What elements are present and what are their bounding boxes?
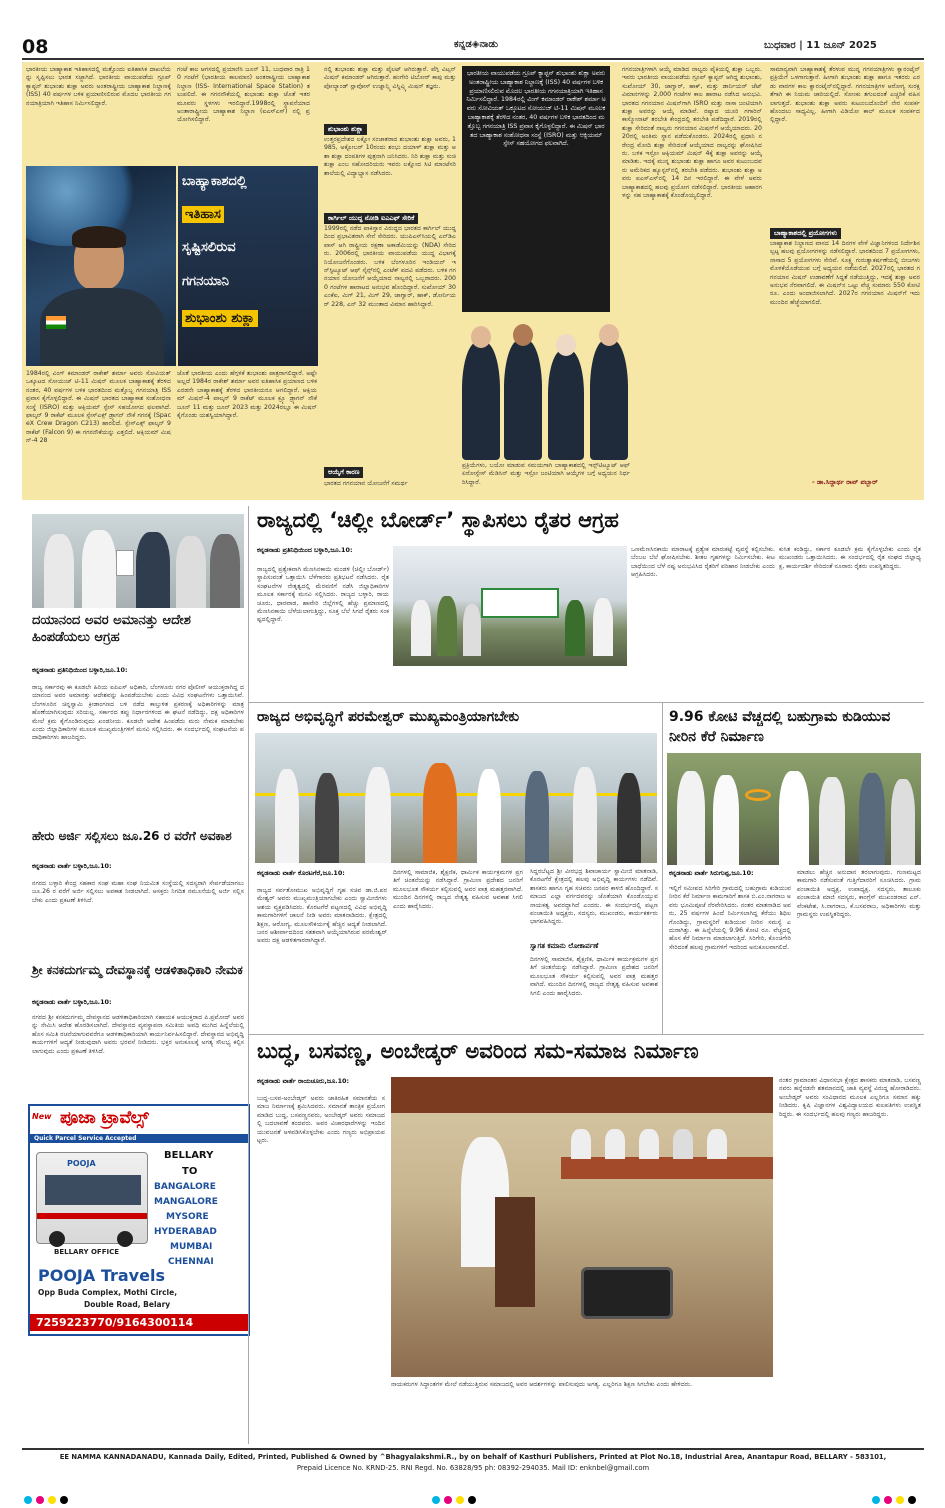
chilli-board-story <box>248 506 924 702</box>
feature-author: - ಡಾ.ಸಿದ್ದಾರ್ಥ ರಾವ್ ಪಬ್ಬಾರ್ <box>812 478 878 486</box>
ad-address-2: Double Road, Belary <box>84 1300 171 1309</box>
sama-samaja-body-3: ನಂತರ ಗ್ರಾಮಾಂತರ ವಿಧಾನಸಭಾ ಕ್ಷೇತ್ರದ ಶಾಸಕರು ಮಾತನಾಡಿ, ಬಸವಣ್ಣನವರು ಹನ್ನೆರಡನೇ ಶತಮಾನದಲ್ಲಿ ಜಾತಿ ವ್ಯವಸ್ಥೆ ವಿರುದ್ಧ ಹೋರಾಡಿದರು. ಅಂಬೇಡ್ಕರ್ ಅವರು ಸಂವಿಧಾನದ ಮೂಲಕ ಎಲ್ಲರಿಗೂ ಸಮಾನ ಹಕ್ಕು ನೀಡಿದರು. ಕೃಷಿ ವಿಜ್ಞಾನಗಳ ವಿಶ್ವವಿದ್ಯಾಲಯದ ಕುಲಪತಿಗಳು ಉಪಸ್ಥಿತರಿದ್ದರು. ಈ ಸಂದರ್ಭದಲ್ಲಿ ಹಲವು ಗಣ್ಯರು ಹಾಜರಿದ್ದರು. <box>779 1077 921 1118</box>
ad-address-1: Opp Buda Complex, Mothi Circle, <box>38 1288 178 1297</box>
parameshwar-body-3-text: ಸಿದ್ದರಬೆಟ್ಟದ ಶ್ರೀ ವೀರಭದ್ರ ಶಿವಾಚಾರ್ಯ ಸ್ವಾಮೀಜಿ ಮಾತನಾಡಿ, ಕೊರಟಗೆರೆ ಕ್ಷೇತ್ರದಲ್ಲಿ ಹಲವು ಅಭಿವೃದ್ಧಿ ಕಾರ್ಯಗಳು ನಡೆದಿವೆ. ಶಾಸಕರು ಹಾಗೂ ಗೃಹ ಸಚಿವರು ಜನಪರ ಕಾಳಜಿ ಹೊಂದಿದ್ದಾರೆ. ಸಮಾಜದ ಎಲ್ಲಾ ವರ್ಗದವರನ್ನು ಜೊತೆಯಾಗಿ ಕೊಂಡೊಯ್ಯುವ ನಾಯಕತ್ವ ಅವರದ್ದಾಗಿದೆ ಎಂದರು. ಈ ಸಂದರ್ಭದಲ್ಲಿ ಪಟ್ಟಣ ಪಂಚಾಯಿತಿ ಅಧ್ಯಕ್ಷರು, ಸದಸ್ಯರು, ಮುಖಂಡರು, ಕಾರ್ಯಕರ್ತರು ಭಾಗವಹಿಸಿದ್ದರು. <box>530 868 658 926</box>
registration-marks-right <box>870 1489 918 1508</box>
bhoomi-pooja-photo <box>667 753 921 865</box>
parameshwar-dateline: ಕನ್ನಡನಾಡು ವಾರ್ತೆ ಕೊರಟಗೆರೆ,ಜೂ.10: <box>257 869 345 877</box>
ad-bus <box>36 1152 148 1244</box>
flag-patch <box>46 316 66 329</box>
ad-route-to: TO <box>182 1166 198 1177</box>
parameshwar-body-1: ರಾಜ್ಯದ ಸರ್ವತೋಮುಖ ಅಭಿವೃದ್ಧಿಗೆ ಗೃಹ ಸಚಿವ ಡಾ.ಜಿ.ಪರಮೇಶ್ವರ್ ಅವರು ಮುಖ್ಯಮಂತ್ರಿಯಾಗಬೇಕು ಎಂದು ಸ್ವಾಮೀಜಿಗಳು ಆಶಯ ವ್ಯಕ್ತಪಡಿಸಿದರು. ಕೊರಟಗೆರೆ ಪಟ್ಟಣದಲ್ಲಿ ವಿವಿಧ ಅಭಿವೃದ್ಧಿ ಕಾಮಗಾರಿಗಳಿಗೆ ಚಾಲನೆ ನೀಡಿ ಅವರು ಮಾತನಾಡಿದರು. ಕ್ಷೇತ್ರದಲ್ಲಿ ಶಿಕ್ಷಣ, ಆರೋಗ್ಯ, ಮೂಲಸೌಕರ್ಯಕ್ಕೆ ಹೆಚ್ಚಿನ ಆದ್ಯತೆ ನೀಡಲಾಗಿದೆ. ಜನರ ಆಶೀರ್ವಾದದಿಂದ ಸತತವಾಗಿ ಆಯ್ಕೆಯಾಗಿರುವ ಪರಮೇಶ್ವರ್ ಅವರು ದಕ್ಷ ಆಡಳಿತಗಾರರಾಗಿದ್ದಾರೆ. <box>257 887 387 945</box>
seminar-photo <box>391 1077 773 1377</box>
sama-samaja-story <box>248 1034 924 1444</box>
crew-member-2 <box>504 340 542 460</box>
garland <box>745 789 771 801</box>
memorandum-photo <box>32 514 244 608</box>
astronaut-portrait <box>26 166 176 366</box>
water-tank-headline: 9.96 ಕೋಟಿ ವೆಚ್ಚದಲ್ಲಿ ಬಹುಗ್ರಾಮ ಕುಡಿಯುವ ನೀರಿನ ಕೆರೆ ನಿರ್ಮಾಣ <box>669 709 891 745</box>
footer-imprint: EE NAMMA KANNADANADU, Kannada Daily, Edited, Printed, Published & Owned by ^Bhagyalakshmi.R., by on behalf of Kasthuri Publishers, Printed at Plot No.18, Industrial Area, Anantapur Road, BELLARY - 583101, <box>59 1453 887 1461</box>
ad-brand-kannada: ಪೂಜಾ ಟ್ರಾವೆಲ್ಸ್ <box>60 1108 149 1128</box>
registration-marks-center <box>430 1489 478 1508</box>
feature-col5-b: ಬಾಹ್ಯಾಕಾಶ ನಿಲ್ದಾಣದ ವಾಸದ 14 ದಿನಗಳ ವೇಳೆ ವಿಜ್ಞಾನಿಗಳಿಂದ ನಿರ್ದೇಶಿಸಲ್ಪಟ್ಟ ಹಲವು ಪ್ರಯೋಗಗಳನ್ನು ನಡೆಸಲಿದ್ದಾರೆ. ಭಾರತದಿಂದ 7 ಪ್ರಯೋಗಗಳು, ನಾಸಾದ 5 ಪ್ರಯೋಗಗಳು ಸೇರಿವೆ. ಸೂಕ್ಷ್ಮ ಗುರುತ್ವಾಕರ್ಷಣೆಯಲ್ಲಿ ಬೀಜಗಳು ಮೊಳಕೆಯೊಡೆಯುವ ಬಗ್ಗೆ ಅಧ್ಯಯನ ನಡೆಯಲಿದೆ. 2027ರಲ್ಲಿ ಭಾರತದ ಗಗನಯಾನ ಮಿಷನ್ ಉಡಾವಣೆಗೆ ಸಿದ್ಧತೆ ನಡೆಯುತ್ತಿದ್ದು, ಇದಕ್ಕೆ ಶುಕ್ಲಾ ಅವರ ಅನುಭವ ನೆರವಾಗಲಿದೆ. ಈ ಮಿಷನ್‌ನ ಒಟ್ಟು ವೆಚ್ಚ ಸುಮಾರು 550 ಕೋಟಿ ರೂ. ಎಂದು ಅಂದಾಜಿಸಲಾಗಿದೆ. 2027ರ ಗಗನಯಾನ ಮಿಷನ್‌ಗೆ ಇದು ಮುಂದಿನ ಹೆಜ್ಜೆಯಾಗಲಿದೆ. <box>770 240 920 306</box>
parameshwar-subhead: ಸ್ವಾಗತ ಕಮಾನು ಲೋಕಾರ್ಪಣೆ <box>530 942 599 950</box>
chilli-board-body-3: ಕುಸಿತ ಕಂಡಿದ್ದು, ಸರ್ಕಾರ ಕೂಡಲೇ ಕ್ರಮ ಕೈಗೊಳ್ಳಬೇಕು ಎಂದು ರೈತ ಮುಖಂಡರು ಒತ್ತಾಯಿಸಿದರು. ಈ ಸಂದರ್ಭದಲ್ಲಿ ರೈತ ಸಂಘದ ಜಿಲ್ಲಾಧ್ಯಕ್ಷ, ಕಾರ್ಯದರ್ಶಿ ಸೇರಿದಂತೆ ನೂರಾರು ರೈತರು ಉಪಸ್ಥಿತರಿದ್ದರು. <box>779 546 921 570</box>
chilli-board-dateline: ಕನ್ನಡನಾಡು ಪ್ರತಿನಿಧಿಯಿಂದ ಬಳ್ಳಾರಿ,ಜೂ.10: <box>257 546 353 554</box>
protest-banner <box>481 588 559 618</box>
sama-samaja-dateline: ಕನ್ನಡನಾಡು ವಾರ್ತೆ ರಾಯಚೂರು,ಜೂ.10: <box>257 1077 350 1085</box>
title-line-1: ಬಾಹ್ಯಾಕಾಶದಲ್ಲಿ <box>182 174 247 189</box>
dayananda-headline: ದಯಾನಂದ ಅವರ ಅಮಾನತ್ತು ಆದೇಶ ಹಿಂಪಡೆಯಲು ಆಗ್ರಹ <box>32 613 191 645</box>
reg-mark-magenta <box>36 1496 44 1504</box>
dayananda-dateline: ಕನ್ನಡನಾಡು ಪ್ರತಿನಿಧಿಯಿಂದ ಬಳ್ಳಾರಿ,ಜೂ.10: <box>32 666 128 674</box>
temple-headline: ಶ್ರೀ ಕನಕದುರ್ಗಮ್ಮ ದೇವಸ್ಥಾನಕ್ಕೆ ಆಡಳಿತಾಧಿಕಾರಿ ನೇಮಕ <box>32 963 243 977</box>
reg-mark-yellow <box>48 1496 56 1504</box>
feature-title-box <box>178 166 318 366</box>
ad-destination-1: BANGALORE <box>154 1182 216 1192</box>
feature-col3-end: ಭಾರತದ ಗಗನಯಾನ ಯೋಜನೆಗೆ ಸಮರ್ಥ <box>324 480 408 487</box>
crew-photo-caption-text: ಪ್ರಕ್ರಿಯೆಗಳು, ಬಯೋ ಮಾಡುವ ಸಮಯಗಾಗಿ ಬಾಹ್ಯಾಕಾಶದಲ್ಲಿ ಇನ್ಸ್‌ಟಿಟ್ಯೂಟ್ ಆಫ್ ಏರೋಸ್ಪೇಸ್ ಮೆಡಿಸಿನ್ ಮತ್ತು ಇಸ್ರೋ ಜಂಟಿಯಾಗಿ ಆಯ್ಕೆಗಳ ಬಗ್ಗೆ ಅಧ್ಯಯನ ನಿರ್ಧರಿಸಿದ್ದಾರೆ. <box>462 462 630 486</box>
feature-col3-bottom: 1999ರಲ್ಲಿ ನಡೆದ ಪಾಕಿಸ್ತಾನ ವಿರುದ್ಧದ ಭಾರತದ ಕಾರ್ಗಿಲ್ ಯುದ್ಧದಿಂದ ಪ್ರಭಾವಿತರಾಗಿ ಸೇನೆ ಸೇರಿದರು. ಯುಪಿಎಸ್‌ಸಿಯಲ್ಲಿ ಎನ್‌ಡಿಎ ಪಾಸ್ ಆಗಿ ರಾಷ್ಟ್ರೀಯ ರಕ್ಷಣಾ ಅಕಾಡೆಮಿಯನ್ನು (NDA) ಸೇರಿದರು. 2006ರಲ್ಲಿ ಭಾರತೀಯ ವಾಯುಪಡೆಯ ಯುದ್ಧ ವಿಭಾಗಕ್ಕೆ ನಿಯೋಜನೆಗೊಂಡರು. ಬಳಿಕ ಬೆಂಗಳೂರಿನ ಇಂಡಿಯನ್ ಇನ್‌ಸ್ಟಿಟ್ಯೂಟ್ ಆಫ್ ಸೈನ್ಸ್‌ನಲ್ಲಿ ಎಂಟೆಕ್ ಪದವಿ ಪಡೆದರು. ಬಳಿಕ ಗಗನಯಾನ ಯೋಜನೆಗೆ ಆಯ್ಕೆಯಾದ ನಾಲ್ವರಲ್ಲಿ ಒಬ್ಬರಾದರು. 2000 ಗಂಟೆಗಳ ಹಾರಾಟದ ಅನುಭವ ಹೊಂದಿದ್ದಾರೆ. ಸುಖೋಯ್ 30 ಎಂಕೆಐ, ಮಿಗ್ 21, ಮಿಗ್ 29, ಜಾಗ್ವಾರ್, ಹಾಕ್, ಡೋರ್ನಿಯರ್ 228, ಎನ್ 32 ಮುಂತಾದ ವಿಮಾನ ಹಾರಿಸಿದ್ದಾರೆ. <box>324 225 456 308</box>
sama-samaja-body-1: ಬುದ್ಧ-ಬಸವ-ಅಂಬೇಡ್ಕರ್ ಅವರು ಜಾತಿರಹಿತ ಸಮಾನತೆಯ ಸಮಾಜ ನಿರ್ಮಾಣಕ್ಕೆ ಶ್ರಮಿಸಿದವರು. ಸಮಾನತೆ ತಾಂತ್ರಿಕ ಪ್ರಯೋಗ ಮಾಡಿದ ಬುದ್ಧ, ಬಸವಣ್ಣನವರು, ಅಂಬೇಡ್ಕರ್ ಅವರು ಸಮಾಜದಲ್ಲಿ ಬದಲಾವಣೆ ತಂದವರು. ಅವರ ವಿಚಾರಧಾರೆಗಳನ್ನು ಇಂದಿನ ಯುವಜನತೆ ಅಳವಡಿಸಿಕೊಳ್ಳಬೇಕು ಎಂದು ಗಣ್ಯರು ಅಭಿಪ್ರಾಯಪಟ್ಟರು. <box>257 1095 385 1145</box>
feature-col5: ಸಾಮಾನ್ಯವಾಗಿ ಬಾಹ್ಯಾಕಾಶಕ್ಕೆ ತೆರಳುವ ಮುನ್ನ ಗಗನಯಾತ್ರಿಗಳು ಕ್ವಾರಂಟೈನ್ ಪ್ರಕ್ರಿಯೆಗೆ ಒಳಗಾಗುತ್ತಾರೆ. ಹೀಗಾಗಿ ಶುಭಾಂಶು ಶುಕ್ಲಾ ಹಾಗೂ ಇತರರು ಎರಡು ವಾರಗಳ ಕಾಲ ಕ್ವಾರಂಟೈನ್‌ನಲ್ಲಿದ್ದಾರೆ. ಗಗನಯಾತ್ರಿಗಳ ಆರೋಗ್ಯ ಸುರಕ್ಷತೆಗಾಗಿ ಈ ನಿಯಮ ಜಾರಿಯಲ್ಲಿದೆ. ಸೋಂಕು ತಗುಲದಂತೆ ಎಚ್ಚರಿಕೆ ವಹಿಸಲಾಗುತ್ತದೆ. ಶುಭಾಂಶು ಶುಕ್ಲಾ ಅವರು ಕುಟುಂಬದೊಂದಿಗೆ ನೇರ ಸಂಪರ್ಕ ಹೊಂದಲು ಸಾಧ್ಯವಿಲ್ಲ. ಹೀಗಾಗಿ ವಿಡಿಯೋ ಕಾಲ್ ಮೂಲಕ ಸಂಪರ್ಕದಲ್ಲಿದ್ದಾರೆ. <box>770 66 920 124</box>
page-number: 08 <box>22 36 49 58</box>
ad-route-from: BELLARY <box>164 1150 214 1161</box>
ad-destination-2: MANGALORE <box>154 1197 218 1207</box>
ad-office-label: BELLARY OFFICE <box>54 1248 120 1256</box>
parameshwar-body-3-more: ದಿನಗಳಲ್ಲಿ ಸಾಮಾಜಿಕ, ಶೈಕ್ಷಣಿಕ, ಧಾರ್ಮಿಕ ಕಾರ್ಯಕ್ರಮಗಳ ಪ್ರಗತಿಗೆ ಚಿಂತನೆಯನ್ನು ನಡೆಸಿದ್ದಾರೆ. ಗ್ರಾಮೀಣ ಪ್ರದೇಶದ ಜನರಿಗೆ ಮೂಲಭೂತ ಸೌಕರ್ಯ ಕಲ್ಪಿಸುವಲ್ಲಿ ಅವರ ಪಾತ್ರ ಮಹತ್ತರವಾಗಿದೆ. ಮುಂದಿನ ದಿನಗಳಲ್ಲಿ ರಾಜ್ಯದ ನೇತೃತ್ವ ವಹಿಸುವ ಅವಕಾಶ ಸಿಗಲಿ ಎಂದು ಹಾರೈಸಿದರು. <box>530 956 658 997</box>
water-tank-body-1: ಇಲ್ಲಿಗೆ ಸಮೀಪದ ಸಿರಿಗೇರಿ ಗ್ರಾಮದಲ್ಲಿ ಬಹುಗ್ರಾಮ ಕುಡಿಯುವ ನೀರಿನ ಕೆರೆ ನಿರ್ಮಾಣ ಕಾಮಗಾರಿಗೆ ಶಾಸಕ ಬಿ.ಎಂ.ನಾಗರಾಜ ಅವರು ಭೂಮಿಪೂಜೆ ನೆರವೇರಿಸಿದರು. ನಂತರ ಮಾತನಾಡಿದ ಅವರು, 25 ವರ್ಷಗಳ ಹಿಂದೆ ನಿರ್ಮಿಸಲಾಗಿದ್ದ ಕೆರೆಯು ಶಿಥಿಲಗೊಂಡಿದ್ದು, ಗ್ರಾಮಸ್ಥರಿಗೆ ಕುಡಿಯುವ ನೀರಿನ ಸಮಸ್ಯೆ ಎದುರಾಗಿತ್ತು. ಈ ಹಿನ್ನೆಲೆಯಲ್ಲಿ 9.96 ಕೋಟಿ ರೂ. ವೆಚ್ಚದಲ್ಲಿ ಹೊಸ ಕೆರೆ ನಿರ್ಮಾಣ ಮಾಡಲಾಗುತ್ತಿದೆ. ಸಿರಿಗೇರಿ, ಕೊಂಚಿಗೇರಿ ಸೇರಿದಂತೆ ಹಲವು ಗ್ರಾಮಗಳಿಗೆ ಇದರಿಂದ ಅನುಕೂಲವಾಗಲಿದೆ. <box>669 885 791 951</box>
title-line-3: ಸೃಷ್ಟಿಸಲಿರುವ <box>182 240 236 255</box>
feature-section-tag-2: ಕಾರ್ಗಿಲ್ ಯುದ್ಧ ನೋಡಿ ಐಎಎಫ್ ಸೇರಿಕೆ <box>324 213 418 224</box>
water-tank-dateline: ಕನ್ನಡನಾಡು ವಾರ್ತೆ ಸಿರುಗುಪ್ಪ,ಜೂ.10: <box>669 869 754 877</box>
registration-marks-left <box>22 1489 70 1508</box>
footer-licence: Prepaid Licence No. KRND-25. RNI Regd. No. 63828/95 ph: 08392-294035. Mail ID: enknbel@gmail.com <box>296 1464 650 1472</box>
parameshwar-headline: ರಾಜ್ಯದ ಅಭಿವೃದ್ಧಿಗೆ ಪರಮೇಶ್ವರ್ ಮುಖ್ಯಮಂತ್ರಿಯಾಗಬೇಕು <box>257 709 520 725</box>
feature-section-tag-3: ಆಯ್ಕೆಗೆ ಕಾರಣ <box>324 467 363 478</box>
feature-col4: ಗಗನಯಾತ್ರಿಗಳಾಗಿ ಆಯ್ಕೆ ಮಾಡಿದ ನಾಲ್ವರು ಪೈಕಿಯಲ್ಲಿ ಶುಕ್ಲಾ ಒಬ್ಬರು. ಇವರು ಭಾರತೀಯ ವಾಯುಪಡೆಯ ಗ್ರೂಪ್ ಕ್ಯಾಪ್ಟನ್ ಆಗಿದ್ದ ಶುಭಾಂಶು, ಸುಖೋಯ್ 30, ಜಾಗ್ವಾರ್, ಹಾಕ್, ಮತ್ತು ಡಾರ್ನಿಯರ್ ಜೆಟ್ ವಿಮಾನಗಳನ್ನು 2,000 ಗಂಟೆಗಳ ಕಾಲ ಹಾರಾಟ ನಡೆಸಿದ ಅನುಭವಿ. ಭಾರತದ ಗಗನಯಾನ ಮಿಷನ್‌ಗಾಗಿ ISRO ಮತ್ತು ನಾಸಾ ಜಂಟಿಯಾಗಿ ಶುಕ್ಲಾ ಅವರನ್ನು ಆಯ್ಕೆ ಮಾಡಿವೆ. ರಷ್ಯಾದ ಯೂರಿ ಗಗಾರಿನ್ ಕಾಸ್ಮೋನಾಟ್ ತರಬೇತಿ ಕೇಂದ್ರದಲ್ಲಿ ತರಬೇತಿ ಪಡೆದಿದ್ದಾರೆ. 2019ರಲ್ಲಿ ಶುಕ್ಲಾ ಸೇರಿದಂತೆ ನಾಲ್ವರು ಗಗನಯಾನ ಮಿಷನ್‌ಗೆ ಆಯ್ಕೆಯಾದರು. 2020ರಲ್ಲಿ ಅಂತಿಮ ಸ್ಥಾನ ಪಡೆದುಕೊಂಡರು. 2024ರಲ್ಲಿ ಪ್ರಧಾನಿ ನರೇಂದ್ರ ಮೋದಿ ಶುಕ್ಲಾ ಸೇರಿದಂತೆ ಆಯ್ಕೆಯಾದ ನಾಲ್ವರನ್ನು ಘೋಷಿಸಿದರು. ಬಳಿಕ ಇಸ್ರೋ ಆಕ್ಸಿಯಮ್ ಮಿಷನ್ 4ಕ್ಕೆ ಶುಕ್ಲಾ ಅವರನ್ನು ಆಯ್ಕೆ ಮಾಡಿತು. ಇದಕ್ಕೆ ಮುನ್ನ ಶುಭಾಂಶು ಶುಕ್ಲಾ ಹಾಗೂ ಅವರ ಕುಟುಂಬದವರು ಅಮೆರಿಕದ ಹ್ಯೂಸ್ಟನ್‌ನಲ್ಲಿ ತರಬೇತಿ ಪಡೆದರು. ಶುಭಾಂಶು ಶುಕ್ಲಾ ಅವರು ಐಎಸ್‌ಎಸ್‌ನಲ್ಲಿ 14 ದಿನ ಇರಲಿದ್ದಾರೆ. ಈ ವೇಳೆ ಅವರು ಬಾಹ್ಯಾಕಾಶದಲ್ಲಿ ಹಲವು ಪ್ರಯೋಗ ನಡೆಸಲಿದ್ದಾರೆ. ಭಾರತೀಯ ಆಹಾರಗಳನ್ನು ಸಹ ಬಾಹ್ಯಾಕಾಶಕ್ಕೆ ಕೊಂಡೊಯ್ಯಲಿದ್ದಾರೆ. <box>622 66 762 200</box>
title-line-5: ಶುಭಾಂಶು ಶುಕ್ಲಾ <box>182 310 258 327</box>
water-tank-story <box>662 702 924 1034</box>
footer <box>22 1448 924 1484</box>
crew-member-3 <box>548 350 584 460</box>
ad-phone[interactable]: 7259223770/9164300114 <box>30 1314 248 1331</box>
ad-new-badge: New <box>32 1112 52 1121</box>
ad-destination-3: MYSORE <box>166 1212 209 1222</box>
ad-destination-4: HYDERABAD <box>154 1227 217 1237</box>
swamiji-figure <box>423 763 457 863</box>
title-line-4: ಗಗನಯಾನಿ <box>182 274 230 289</box>
dayananda-body: ರಾಜ್ಯ ಸರ್ಕಾರವು ಈ ಕೂಡಲೇ ಹಿರಿಯ ಐಪಿಎಸ್ ಅಧಿಕಾರಿ, ಬೆಂಗಳೂರು ನಗರ ಪೊಲೀಸ್ ಆಯುಕ್ತರಾಗಿದ್ದ ದಯಾನಂದ ಅವರ ಅಮಾನತ್ತು ಆದೇಶವನ್ನು ಹಿಂಪಡೆಯಬೇಕು ಎಂದು ವಿವಿಧ ಸಂಘಟನೆಗಳು ಒತ್ತಾಯಿಸಿವೆ. ಬೆಂಗಳೂರಿನ ಚಿನ್ನಸ್ವಾಮಿ ಕ್ರೀಡಾಂಗಣದ ಬಳಿ ನಡೆದ ಕಾಲ್ತುಳಿತ ಪ್ರಕರಣಕ್ಕೆ ಅಧಿಕಾರಿಗಳನ್ನು ಮಾತ್ರ ಹೊಣೆಯಾಗಿಸುವುದು ಸರಿಯಲ್ಲ. ಸರ್ಕಾರದ ತಪ್ಪು ನಿರ್ಧಾರಗಳಿಂದ ಈ ಘಟನೆ ನಡೆದಿದ್ದು, ದಕ್ಷ ಅಧಿಕಾರಿಗಳ ಮೇಲೆ ಕ್ರಮ ಕೈಗೊಂಡಿರುವುದು ಖಂಡನೀಯ. ಕೂಡಲೇ ಆದೇಶ ಹಿಂಪಡೆದು ಮರು ನೇಮಕ ಮಾಡಬೇಕು ಎಂದು ಜಿಲ್ಲಾಧಿಕಾರಿಗಳ ಮೂಲಕ ಮುಖ್ಯಮಂತ್ರಿಗಳಿಗೆ ಮನವಿ ಸಲ್ಲಿಸಿದರು. ಈ ಸಂದರ್ಭದಲ್ಲಿ ಸಂಘಟನೆಯ ಪದಾಧಿಕಾರಿಗಳು ಹಾಜರಿದ್ದರು. <box>32 684 244 742</box>
ad-brand-english: POOJA Travels <box>38 1266 165 1285</box>
feature-col3-top: ನಲ್ಲಿ ಶುಭಾಂಶು ಶುಕ್ಲಾ ಮತ್ತು ಪೈಲಟ್ ಆಗಿರುತ್ತಾರೆ. ಪೆಗ್ಗಿ ವಿಟ್ಸನ್ ಮಿಷನ್ ಕಮಾಂಡರ್ ಆಗಿರುತ್ತಾರೆ. ಹಂಗೇರಿ ಟಿಬೋರ್ ಕಾಪು ಮತ್ತು ಪೋಲ್ಯಾಂಡ್ ಸ್ಲಾವೋಸ್ ಉಜ್ನಾನ್ಸ್ಕಿ ವಿಸ್ನಿವ್ಸ್ಕಿ ಮಿಷನ್ ತಜ್ಞರು. <box>324 66 456 90</box>
left-column <box>22 506 248 1501</box>
feature-col2-bottom: ಜೊತೆ ಭಾರತೀಯ ಎಂದು ಹೆಗ್ಗಳಿಕೆ ಶುಭಾಂಶು ಪಾತ್ರರಾಗಲಿದ್ದಾರೆ. ಅಷ್ಟೇ ಅಲ್ಲದೆ 1984ರ ರಾಕೇಶ್ ಶರ್ಮಾ ಅವರ ಐತಿಹಾಸಿಕ ಪ್ರಯಾಣದ ಬಳಿಕ ಎರಡನೇ ಬಾಹ್ಯಾಕಾಶಕ್ಕೆ ತೆರಳಿದ ಭಾರತೀಯರೂ ಆಗಲಿದ್ದಾರೆ. ಆಕ್ಸಿಯಮ್ ಮಿಷನ್-4 ಪಾಲ್ಕನ್ 9 ರಾಕೆಟ್ ಮೂಲಕ ಕ್ರ್ಯೂ ಡ್ರ್ಯಾಗನ್ ನೌಕೆ ಜೂನ್ 11 ಮತ್ತು ಜೂನ್ 2023 ಮತ್ತು 2024ರಲ್ಲೂ ಈ ಮಿಷನ್ ಕೈಗೊಂಡು ಯಶಸ್ವಿಯಾಗಿದ್ದಾರೆ. <box>177 370 317 420</box>
stage-banner <box>391 1077 773 1113</box>
feature-info-text: ಭಾರತೀಯ ವಾಯುಪಡೆಯ ಗ್ರೂಪ್ ಕ್ಯಾಪ್ಟನ್ ಶುಭಾಂಶು ಶುಕ್ಲಾ ಅವರು ಅಂತರಾಷ್ಟ್ರೀಯ ಬಾಹ್ಯಾಕಾಶ ನಿಲ್ದಾಣಕ್ಕೆ (ISS) 40 ವರ್ಷಗಳ ಬಳಿಕ ಪ್ರಯಾಣಿಸಲಿರುವ ಮೊದಲ ಭಾರತೀಯ ಗಗನಯಾತ್ರಿಯಾಗಿ ಇತಿಹಾಸ ನಿರ್ಮಿಸಲಿದ್ದಾರೆ. 1984ರಲ್ಲಿ ವಿಂಗ್ ಕಮಾಂಡರ್ ರಾಕೇಶ್ ಶರ್ಮಾ ಅವರು ಸೋವಿಯತ್ ಒಕ್ಕೂಟದ ಸೋಯುಜ್ ಟಿ-11 ಮಿಷನ್ ಮೂಲಕ ಬಾಹ್ಯಾಕಾಶಕ್ಕೆ ತೆರಳಿದ ನಂತರ, 40 ವರ್ಷಗಳ ಬಳಿಕ ಭಾರತದಿಂದ ಮತ್ತೊಬ್ಬ ಗಗನಯಾತ್ರಿ ISS ಪ್ರವಾಸ ಕೈಗೊಳ್ಳಲಿದ್ದಾರೆ. ಈ ಮಿಷನ್ ಭಾರತದ ಬಾಹ್ಯಾಕಾಶ ಸಂಶೋಧನಾ ಸಂಸ್ಥೆ (ISRO) ಮತ್ತು ಆಕ್ಸಿಯಮ್ ಸ್ಪೇಸ್ ಸಹಯೋಗದ ಫಲವಾಗಿದೆ. <box>466 70 606 148</box>
podium <box>495 1197 535 1307</box>
water-tank-body-2: ಮಾಡಲು ಹೆಚ್ಚಿನ ಅನುದಾನ ತರಲಾಗುವುದು. ಗುಣಮಟ್ಟದ ಕಾಮಗಾರಿ ನಡೆಸುವಂತೆ ಗುತ್ತಿಗೆದಾರರಿಗೆ ಸೂಚಿಸಿದರು. ಗ್ರಾಮ ಪಂಚಾಯಿತಿ ಅಧ್ಯಕ್ಷ, ಉಪಾಧ್ಯಕ್ಷ, ಸದಸ್ಯರು, ತಾಲೂಕು ಪಂಚಾಯಿತಿ ಮಾಜಿ ಸದಸ್ಯರು, ಕಾಂಗ್ರೆಸ್ ಮುಖಂಡರಾದ ಎನ್.ವೆಂಕಟೇಶ, ಸಿ.ನಾಗರಾಜ, ಕೆ.ಬಸವರಾಜ, ಅಧಿಕಾರಿಗಳು ಮತ್ತು ಗ್ರಾಮಸ್ಥರು ಉಪಸ್ಥಿತರಿದ್ದರು. <box>797 869 921 919</box>
feature-section-tag-4: ಬಾಹ್ಯಾಕಾಶದಲ್ಲಿ ಪ್ರಯೋಗಗಳು <box>770 228 841 239</box>
ad-destination-5: MUMBAI <box>170 1242 213 1252</box>
feature-info-box <box>462 66 610 316</box>
ad-destination-6: CHENNAI <box>168 1257 214 1267</box>
ad-bus-name: POOJA <box>67 1159 96 1168</box>
application-headline: ಹೇರು ಅರ್ಜಿ ಸಲ್ಲಿಸಲು ಜೂ.26 ರ ವರೆಗೆ ಅವಕಾಶ <box>32 829 232 843</box>
parameshwar-continuation <box>530 702 662 1034</box>
pooja-travels-ad[interactable] <box>28 1104 250 1336</box>
masthead <box>22 34 924 60</box>
application-dateline: ಕನ್ನಡನಾಡು ವಾರ್ತೆ ಬಳ್ಳಾರಿ,ಜೂ.10: <box>32 862 112 870</box>
feature-col1-bottom: 1984ರಲ್ಲಿ ವಿಂಗ್ ಕಮಾಂಡರ್ ರಾಕೇಶ್ ಶರ್ಮಾ ಅವರು ಸೋವಿಯತ್ ಒಕ್ಕೂಟದ ಸೋಯುಜ್ ಟಿ-11 ಮಿಷನ್ ಮೂಲಕ ಬಾಹ್ಯಾಕಾಶಕ್ಕೆ ತೆರಳಿದ ನಂತರ, 40 ವರ್ಷಗಳ ಬಳಿಕ ಭಾರತದಿಂದ ಮತ್ತೊಬ್ಬ ಗಗನಯಾತ್ರಿ ISS ಪ್ರವಾಸ ಕೈಗೊಳ್ಳಲಿದ್ದಾರೆ. ಈ ಮಿಷನ್ ಭಾರತದ ಬಾಹ್ಯಾಕಾಶ ಸಂಶೋಧನಾ ಸಂಸ್ಥೆ (ISRO) ಮತ್ತು ಆಕ್ಸಿಯಮ್ ಸ್ಪೇಸ್ ಸಹಯೋಗದ ಫಲವಾಗಿದೆ. ಫಾಲ್ಕನ್ 9 ರಾಕೆಟ್ ಮೂಲಕ ಸ್ಪೇಸ್ಎಕ್ಸ್ ಡ್ರ್ಯಾಗನ್ ನೌಕೆ ಗಗನಕ್ಕೆ (SpaceX Crew Dragon C213) ಹಾರಲಿದೆ. ಸ್ಪೇಸ್ಎಕ್ಸ್ ಫಾಲ್ಕನ್ 9 ರಾಕೆಟ್ (Falcon 9) ಈ ಗಗನನೌಕೆಯನ್ನು ಎತ್ತಲಿದೆ. ಆಕ್ಸಿಯಮ್ ಮಿಷನ್-4 28 <box>26 370 171 445</box>
memorandum-paper <box>116 550 134 576</box>
feature-shukla <box>22 62 924 500</box>
sama-samaja-body-2: ನಾಯಕರುಗಳ ಸಿದ್ಧಾಂತಗಳ ಮೇಲೆ ನಡೆಯುತ್ತಿರುವ ಸಮಾಜದಲ್ಲಿ ಅವರ ಆದರ್ಶಗಳನ್ನು ಪಾಲಿಸುವುದು ಅಗತ್ಯ. ಎಲ್ಲರಿಗೂ ಶಿಕ್ಷಣ ಸಿಗಬೇಕು ಎಂದು ಹೇಳಿದರು. <box>391 1381 693 1388</box>
chilli-board-body-1: ರಾಜ್ಯದಲ್ಲಿ ಪ್ರತ್ಯೇಕವಾಗಿ ಮೆಣಸಿನಕಾಯಿ ಮಂಡಳಿ (ಚಿಲ್ಲೀ ಬೋರ್ಡ್) ಸ್ಥಾಪಿಸುವಂತೆ ಒತ್ತಾಯಿಸಿ ಬೆಳೆಗಾರರು ಪ್ರತಿಭಟನೆ ನಡೆಸಿದರು. ರೈತ ಸಂಘಟನೆಗಳ ನೇತೃತ್ವದಲ್ಲಿ ಮೆರವಣಿಗೆ ನಡೆಸಿ ಜಿಲ್ಲಾಧಿಕಾರಿಗಳ ಮೂಲಕ ಸರ್ಕಾರಕ್ಕೆ ಮನವಿ ಸಲ್ಲಿಸಿದರು. ರಾಜ್ಯದ ಬಳ್ಳಾರಿ, ರಾಯಚೂರು, ಧಾರವಾಡ, ಹಾವೇರಿ ಜಿಲ್ಲೆಗಳಲ್ಲಿ ಹೆಚ್ಚು ಪ್ರಮಾಣದಲ್ಲಿ ಮೆಣಸಿನಕಾಯಿ ಬೆಳೆಯಲಾಗುತ್ತಿದ್ದು, ಸೂಕ್ತ ಬೆಲೆ ಸಿಗದೆ ರೈತರು ಸಂಕಷ್ಟದಲ್ಲಿದ್ದಾರೆ. <box>257 566 389 624</box>
feature-col2: ಗಂಟೆ ಕಾಲ ಆಗಸದಲ್ಲಿ ಪ್ರಯಾಣಿಸಿ ಜೂನ್ 11, ಬುಧವಾರ ರಾತ್ರಿ 10 ಗಂಟೆಗೆ (ಭಾರತೀಯ ಕಾಲಮಾನ) ಅಂತರಾಷ್ಟ್ರೀಯ ಬಾಹ್ಯಾಕಾಶ ನಿಲ್ದಾಣ (ISS- International Space Station) ತಲುಪಲಿದೆ. ಈ ಗಗನನೌಕೆಯಲ್ಲಿ ಶುಭಾಂಶು ಶುಕ್ಲಾ ಜೊತೆ ಇತರ ಮೂವರು ಸ್ಥಳಗಳು ಇರಲಿದ್ದಾರೆ.1998ರಲ್ಲಿ ಸ್ಥಾಪನೆಯಾದ ಅಂತಾರಾಷ್ಟ್ರೀಯ ಬಾಹ್ಯಾಕಾಶ ನಿಲ್ದಾಣ (ಐಎಸ್ಎಸ್) ನಲ್ಲಿ ಪ್ರಯೋಗಿಸಲಿದ್ದಾರೆ. <box>177 66 310 124</box>
ad-service-bar: Quick Parcel Service Accepted <box>30 1134 248 1143</box>
paper-name: ಕನ್ನಡ◈ನಾಡು <box>454 39 499 50</box>
sama-samaja-headline: ಬುದ್ಧ, ಬಸವಣ್ಣ, ಅಂಬೇಡ್ಕರ್ ಅವರಿಂದ ಸಮ-ಸಮಾಜ ನಿರ್ಮಾಣ <box>257 1039 699 1063</box>
chilli-board-headline: ರಾಜ್ಯದಲ್ಲಿ ‘ಚಿಲ್ಲೀ ಬೋರ್ಡ್’ ಸ್ಥಾಪಿಸಲು ರೈತರ ಆಗ್ರಹ <box>257 508 619 532</box>
farmers-protest-photo <box>393 546 627 666</box>
temple-body: ನಗರದ ಶ್ರೀ ಕನಕದುರ್ಗಮ್ಮ ದೇವಸ್ಥಾನದ ಆಡಳಿತಾಧಿಕಾರಿಯಾಗಿ ಸಹಾಯಕ ಆಯುಕ್ತರಾದ ಪಿ.ಪ್ರಮೋದ್ ಅವರನ್ನು ನೇಮಿಸಿ ಆದೇಶ ಹೊರಡಿಸಲಾಗಿದೆ. ದೇವಸ್ಥಾನದ ವ್ಯವಸ್ಥಾಪನಾ ಸಮಿತಿಯ ಅವಧಿ ಮುಗಿದ ಹಿನ್ನೆಲೆಯಲ್ಲಿ ಹೊಸ ಸಮಿತಿ ರಚನೆಯಾಗುವವರೆಗೂ ಆಡಳಿತಾಧಿಕಾರಿಯಾಗಿ ಕಾರ್ಯನಿರ್ವಹಿಸಲಿದ್ದಾರೆ. ದೇವಸ್ಥಾನದ ಅಭಿವೃದ್ಧಿ ಕಾರ್ಯಗಳಿಗೆ ಆದ್ಯತೆ ನೀಡುವುದಾಗಿ ಅವರು ಭರವಸೆ ನೀಡಿದರು. ಭಕ್ತರ ಅನುಕೂಲಕ್ಕೆ ಅಗತ್ಯ ಸೌಲಭ್ಯ ಕಲ್ಪಿಸಲಾಗುವುದು ಎಂದು ಪ್ರಕಟಣೆ ತಿಳಿಸಿದೆ. <box>32 1014 244 1055</box>
chilli-board-body-2: ಒಣಮೆಣಸಿನಕಾಯಿ ಮಾರಾಟಕ್ಕೆ ಪ್ರತ್ಯೇಕ ಮಾರುಕಟ್ಟೆ ವ್ಯವಸ್ಥೆ ಕಲ್ಪಿಸಬೇಕು. ಬೆಂಬಲ ಬೆಲೆ ಘೋಷಿಸಬೇಕು. ಶೀತಲ ಗೃಹಗಳನ್ನು ನಿರ್ಮಿಸಬೇಕು. ಕೀಟ ಬಾಧೆಯಿಂದ ಬೆಳೆ ನಷ್ಟ ಅನುಭವಿಸಿದ ರೈತರಿಗೆ ಪರಿಹಾರ ನೀಡಬೇಕು ಎಂದು ಆಗ್ರಹಿಸಿದರು. <box>631 546 775 579</box>
parameshwar-body-2: ದಿನಗಳಲ್ಲಿ ಸಾಮಾಜಿಕ, ಶೈಕ್ಷಣಿಕ, ಧಾರ್ಮಿಕ ಕಾರ್ಯಕ್ರಮಗಳ ಪ್ರಗತಿಗೆ ಚಿಂತನೆಯನ್ನು ನಡೆಸಿದ್ದಾರೆ. ಗ್ರಾಮೀಣ ಪ್ರದೇಶದ ಜನರಿಗೆ ಮೂಲಭೂತ ಸೌಕರ್ಯ ಕಲ್ಪಿಸುವಲ್ಲಿ ಅವರ ಪಾತ್ರ ಮಹತ್ತರವಾಗಿದೆ. ಮುಂದಿನ ದಿನಗಳಲ್ಲಿ ರಾಜ್ಯದ ನೇತೃತ್ವ ವಹಿಸುವ ಅವಕಾಶ ಸಿಗಲಿ ಎಂದು ಹಾರೈಸಿದರು. <box>393 869 523 910</box>
reg-mark-cyan <box>24 1496 32 1504</box>
phone-inset <box>581 1267 673 1319</box>
temple-dateline: ಕನ್ನಡನಾಡು ವಾರ್ತೆ ಬಳ್ಳಾರಿ,ಜೂ.10: <box>32 998 112 1006</box>
feature-col3-mid: ಉತ್ತರಪ್ರದೇಶದ ಲಕ್ನೋ ಸಂಜಾತರಾದ ಶುಭಾಂಶು ಶುಕ್ಲಾ ಅವರು, 1985, ಅಕ್ಟೋಬರ್ 10ರಂದು ಶಂಭು ದಯಾಳ್ ಶುಕ್ಲಾ ಮತ್ತು ಆಶಾ ಶುಕ್ಲಾ ದಂಪತಿಗಳ ಪುತ್ರನಾಗಿ ಜನಿಸಿದರು. ನಿರಿ ಶುಕ್ಲಾ ಮತ್ತು ಸುಚಿ ಶುಕ್ಲಾ ಎಂಬ ಸಹೋದರಿಯರು ಇವರು ಲಕ್ನೋದ ಸಿಟಿ ಮಾಂಟೆಸರಿ ಶಾಲೆಯಲ್ಲಿ ವಿದ್ಯಾಭ್ಯಾಸ ನಡೆಸಿದರು. <box>324 136 456 177</box>
feature-section-tag-1: ಶುಭಾಂಶು ಶುಕ್ಲಾ <box>324 124 367 135</box>
issue-date: ಬುಧವಾರ | 11 ಜೂನ್ 2025 <box>764 40 877 51</box>
feature-col1-top: ಭಾರತೀಯ ಬಾಹ್ಯಾಕಾಶ ಇತಿಹಾಸದಲ್ಲಿ ಮತ್ತೊಂದು ಐತಿಹಾಸಿಕ ದಾಖಲೆಯನ್ನು ಸೃಷ್ಟಿಸಲು ಭಾರತ ಸಜ್ಜಾಗಿದೆ. ಭಾರತೀಯ ವಾಯುಪಡೆಯ ಗ್ರೂಪ್ ಕ್ಯಾಪ್ಟನ್ ಶುಭಾಂಶು ಶುಕ್ಲಾ ಅವರು ಅಂತರಾಷ್ಟ್ರೀಯ ಬಾಹ್ಯಾಕಾಶ ನಿಲ್ದಾಣಕ್ಕೆ (ISS) 40 ವರ್ಷಗಳ ಬಳಿಕ ಪ್ರಯಾಣಿಸಲಿರುವ ಮೊದಲ ಭಾರತೀಯ ಗಗನಯಾತ್ರಿಯಾಗಿ ಇತಿಹಾಸ ನಿರ್ಮಿಸಲಿದ್ದಾರೆ. <box>26 66 171 107</box>
application-body: ನಗರದ ಬಳ್ಳಾರಿ ಕೇಂದ್ರ ಸಹಕಾರ ಸಂಘ ಮಹಾ ಸಂಘ ನಿಯಮಿತ ಸಂಸ್ಥೆಯಲ್ಲಿ ಸದಸ್ಯರಾಗಿ ಸೇರ್ಪಡೆಯಾಗಲು ಜೂ.26 ರ ವರೆಗೆ ಅರ್ಜಿ ಸಲ್ಲಿಸಲು ಅವಕಾಶ ನೀಡಲಾಗಿದೆ. ಆಸಕ್ತರು ನಿಗದಿತ ನಮೂನೆಯಲ್ಲಿ ಅರ್ಜಿ ಸಲ್ಲಿಸಬೇಕು ಎಂದು ಪ್ರಕಟಣೆ ತಿಳಿಸಿದೆ. <box>32 880 244 904</box>
reg-mark-black <box>60 1496 68 1504</box>
title-line-2: ಇತಿಹಾಸ <box>182 206 224 223</box>
crew-photo <box>452 312 632 460</box>
crew-member-1 <box>462 342 500 460</box>
